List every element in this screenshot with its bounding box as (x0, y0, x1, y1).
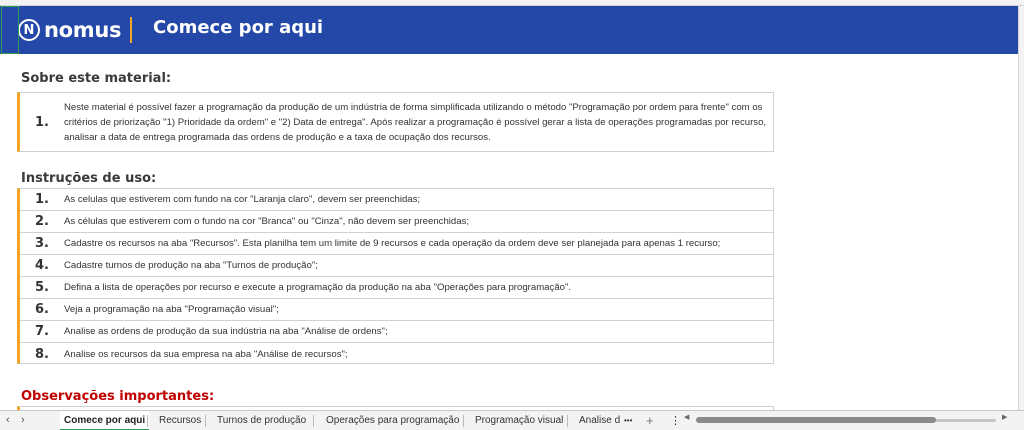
item-number: 3. (35, 236, 49, 251)
instructions-list (17, 188, 774, 364)
item-number: 1. (35, 192, 49, 207)
list-item[interactable] (20, 255, 773, 277)
add-sheet-icon[interactable]: + (646, 413, 654, 428)
observations-heading: Observações importantes: (21, 389, 215, 404)
about-heading: Sobre este material: (21, 71, 172, 86)
item-text: Cadastre turnos de produção na aba "Turnos de produção"; (64, 260, 318, 271)
list-item[interactable] (20, 321, 773, 343)
next-sheet-icon[interactable]: › (21, 414, 25, 426)
item-text: Veja a programação na aba "Programação visual"; (64, 304, 279, 315)
tab-programacao-visual[interactable]: Programação visual (475, 415, 564, 426)
about-box[interactable] (17, 92, 774, 152)
item-text: As células que estiverem com o fundo na cor "Branca" ou "Cinza", não devem ser preenchidas; (64, 216, 470, 227)
list-item[interactable] (20, 211, 773, 233)
nomus-logo (18, 16, 121, 44)
options-icon[interactable]: ⋮ (670, 415, 681, 427)
scroll-right-icon[interactable]: ▶ (1002, 414, 1008, 421)
sheet-tab-bar (0, 410, 1024, 430)
item-text: Defina a lista de operações por recurso e execute a programação da produção na aba "Operações para programação". (64, 282, 572, 293)
tab-divider (205, 415, 206, 427)
tab-divider (147, 415, 148, 427)
item-number: 8. (35, 346, 49, 362)
list-item[interactable] (20, 343, 773, 365)
selected-cell[interactable] (1, 6, 19, 54)
tab-comece-por-aqui[interactable]: Comece por aqui (60, 411, 149, 430)
list-item[interactable] (20, 299, 773, 321)
tab-divider (313, 415, 314, 427)
nomus-logo-icon: N (18, 19, 40, 41)
header-banner (0, 6, 1018, 54)
scroll-thumb[interactable] (696, 417, 936, 423)
item-number: 7. (35, 324, 49, 339)
banner-divider (130, 17, 132, 43)
scroll-left-icon[interactable]: ◀ (684, 414, 690, 421)
horizontal-scrollbar[interactable] (684, 416, 1014, 424)
more-tabs-icon[interactable]: ••• (624, 416, 633, 425)
tab-turnos-de-producao[interactable]: Turnos de produção (217, 415, 307, 426)
item-number: 5. (35, 280, 49, 295)
item-number: 6. (35, 302, 49, 317)
tab-divider (567, 415, 568, 427)
item-text: Analise os recursos da sua empresa na aba "Análise de recursos"; (64, 348, 348, 360)
about-number: 1. (35, 114, 49, 130)
prev-sheet-icon[interactable]: ‹ (6, 414, 10, 426)
about-text: Neste material é possível fazer a programação da produção de um indústria de forma simplificada utilizando o método "Programação por ordem para frente" com os critérios de priorização "1) Prioridade da ordem" e "2) Data de entrega". Após realizar a programação é possível gerar a lista de operações programadas por recurso, analisar a data de entrega programada das ordens de produção e a taxa de ocupação dos recursos. (64, 101, 767, 143)
item-number: 4. (35, 258, 49, 273)
vertical-scrollbar[interactable] (1018, 6, 1024, 410)
tab-analise[interactable]: Analise d (579, 415, 621, 426)
tab-divider (463, 415, 464, 427)
nomus-logo-text: nomus (44, 18, 122, 42)
list-item[interactable] (20, 189, 773, 211)
list-item[interactable] (20, 233, 773, 255)
tab-operacoes-para-programacao[interactable]: Operações para programação (326, 415, 460, 426)
tab-recursos[interactable]: Recursos (159, 415, 202, 426)
page-title: Comece por aqui (153, 17, 324, 38)
list-item[interactable] (20, 277, 773, 299)
item-text: Analise as ordens de produção da sua indústria na aba "Análise de ordens"; (64, 326, 388, 337)
item-number: 2. (35, 214, 49, 229)
item-text: Cadastre os recursos na aba "Recursos". Esta planilha tem um limite de 9 recursos e cada operação da ordem deve ser planejada para apenas 1 recurso; (64, 238, 721, 249)
instructions-heading: Instruções de uso: (21, 171, 157, 186)
item-text: As celulas que estiverem com fundo na cor "Laranja claro", devem ser preenchidas; (64, 194, 421, 205)
